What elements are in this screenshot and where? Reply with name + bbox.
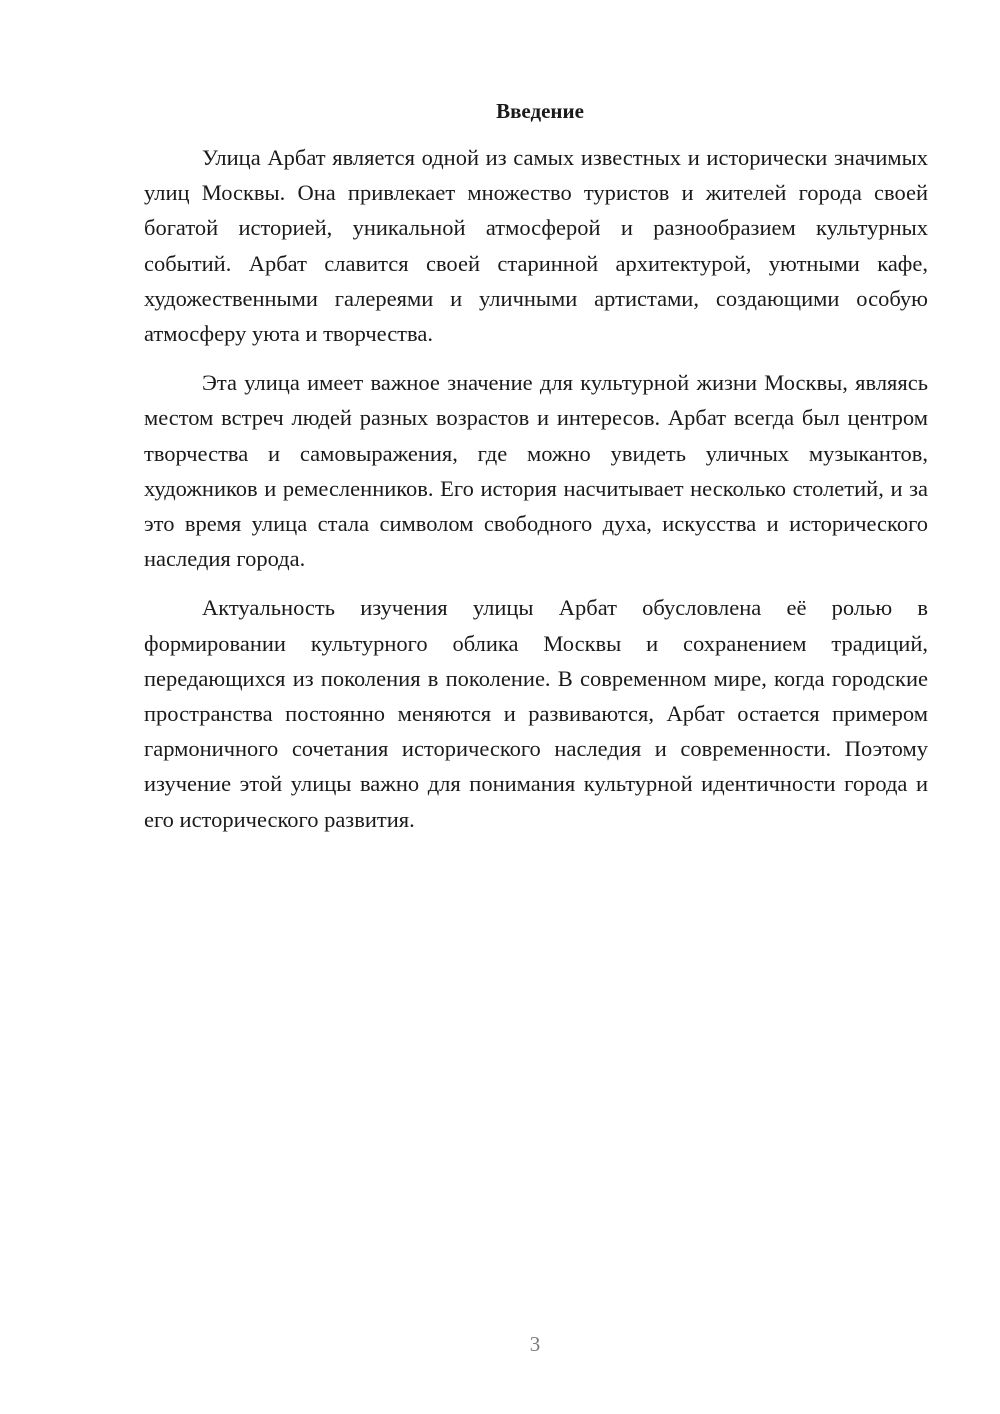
section-heading: Введение	[496, 99, 584, 123]
paragraph-1: Улица Арбат является одной из самых известных и исторически значимых улиц Москвы. Она привлекает множество туристов и жителей города своей богатой историей, уникальной атмосферой и разнообразием культурных событий. Арбат славится своей старинной архитектурой, уютными кафе, художественными галереями и уличными артистами, создающими особую атмосферу уюта и творчества.	[144, 145, 928, 347]
paragraph-2: Эта улица имеет важное значение для культурной жизни Москвы, являясь местом встреч людей разных возрастов и интересов. Арбат всегда был центром творчества и самовыражения, где можно увидеть уличных музыкантов, художников и ремесленников. Его история насчитывает несколько столетий, и за это время улица стала символом свободного духа, искусства и исторического наследия города.	[144, 370, 928, 572]
page-number: 3	[529, 1332, 541, 1356]
page-content	[144, 96, 928, 851]
paragraph-3: Актуальность изучения улицы Арбат обусловлена её ролью в формировании культурного облика Москвы и сохранением традиций, передающихся из поколения в поколение. В современном мире, когда городские пространства постоянно меняются и развиваются, Арбат остается примером гармоничного сочетания исторического наследия и современности. Поэтому изучение этой улицы важно для понимания культурной идентичности города и его исторического развития.	[144, 595, 928, 832]
